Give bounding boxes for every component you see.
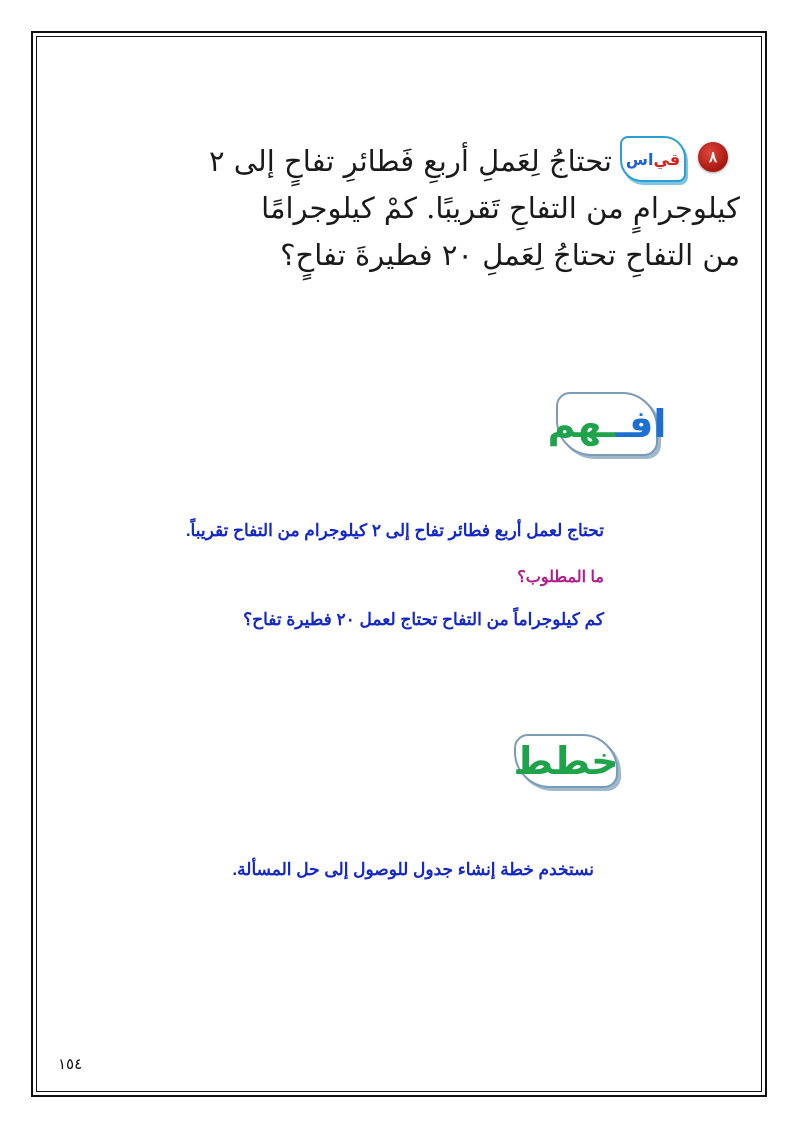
problem-block	[200, 128, 740, 279]
problem-number-badge	[698, 142, 728, 172]
required-label: ما المطلوب؟	[517, 569, 604, 586]
problem-line-3: من التفاحِ تحتاجُ لِعَملِ ٢٠ فطيرةَ تفاحٍ؟	[280, 238, 740, 272]
understand-badge-part2: ـهم	[547, 402, 616, 446]
page-number: ١٥٤	[58, 1055, 83, 1073]
skill-tag-part1: قي	[653, 149, 681, 169]
problem-line-1: تحتاجُ لِعَملِ أربعِ فَطائرِ تفاحٍ إلى ٢	[208, 144, 612, 178]
understand-badge-part1: افـ	[615, 402, 667, 446]
plan-badge-label: خطط	[513, 739, 619, 783]
understand-section-badge	[547, 392, 667, 456]
skill-tag-part2: اس	[625, 149, 654, 169]
plan-section-badge	[514, 734, 618, 788]
given-information: تحتاج لعمل أربع فطائر تفاح إلى ٢ كيلوجرام من التفاح تقريباً.	[185, 521, 604, 540]
skill-tag-measurement	[620, 136, 686, 182]
problem-number: ٨	[708, 148, 718, 166]
question-text: كم كيلوجراماً من التفاح تحتاج لعمل ٢٠ فطيرة تفاح؟	[243, 610, 604, 629]
plan-strategy-text: نستخدم خطة إنشاء جدول للوصول إلى حل المسألة.	[232, 860, 594, 879]
problem-line-2: كيلوجرامٍ من التفاحِ تَقريبًا. كمْ كيلوجرامًا	[261, 191, 740, 225]
